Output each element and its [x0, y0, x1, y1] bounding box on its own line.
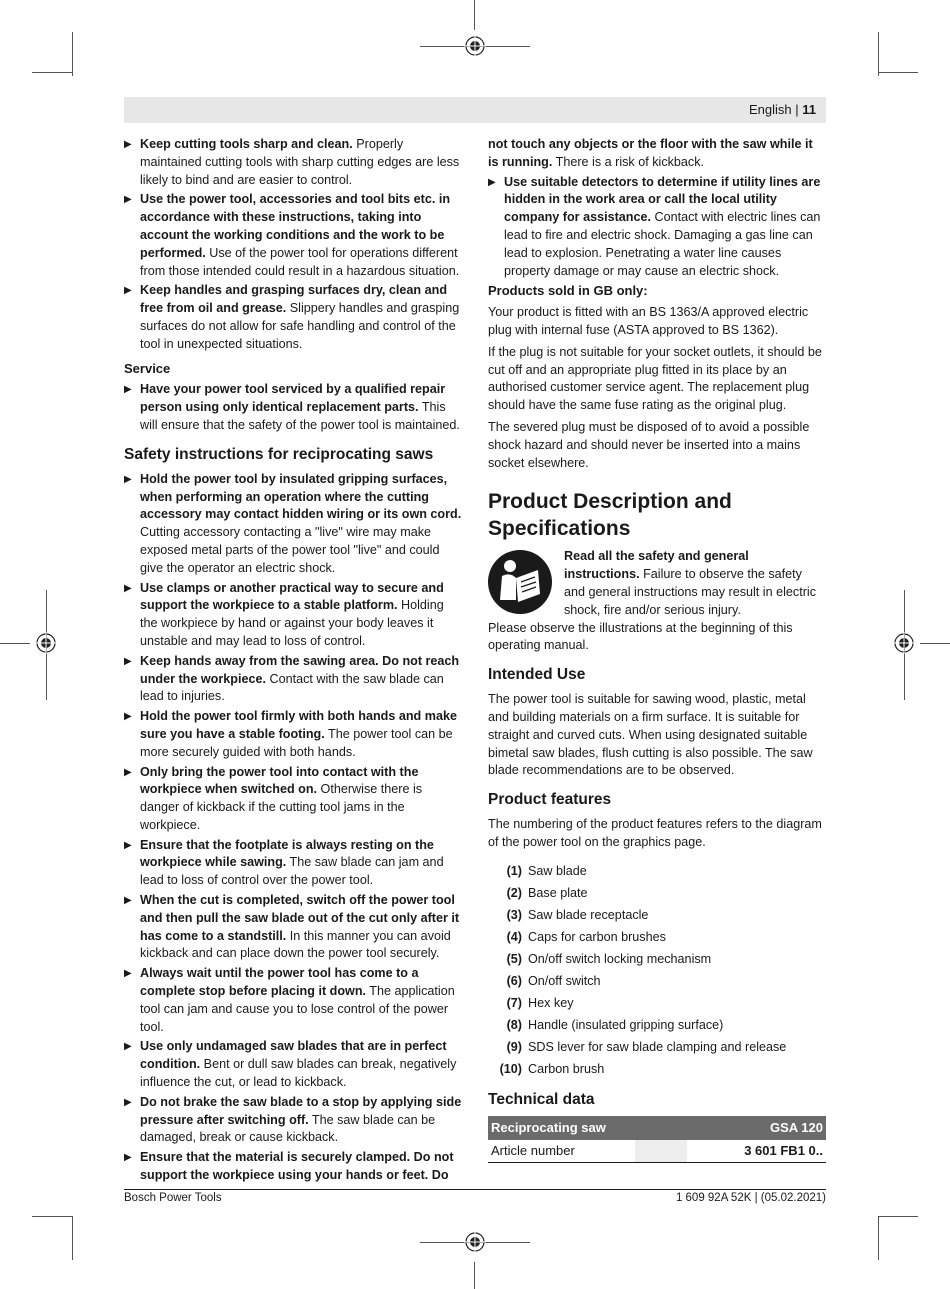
page-header [124, 97, 826, 123]
crop-mark [32, 72, 72, 73]
saw-safety-list [124, 471, 464, 1185]
instruction-text: The saw blade can be damaged, break or cause kickback. [140, 1112, 436, 1145]
gb-paragraph: Your product is fitted with an BS 1363/A approved electric plug with internal fuse (ASTA approved to BS 1362). [488, 305, 809, 337]
instruction-bold: Ensure that the material is securely clamped. Do not support the workpiece using your hands or feet. Do [140, 1150, 454, 1183]
crop-mark [878, 32, 879, 76]
registration-mark-icon [893, 632, 915, 654]
registration-mark-icon [35, 632, 57, 654]
instruction-bold: Always wait until the power tool has come to a complete stop before placing it down. [140, 966, 419, 999]
instruction-item [124, 580, 464, 651]
intended-use-heading: Intended Use [488, 666, 586, 684]
instruction-bold: Use clamps or another practical way to secure and support the workpiece to a stable platform. [140, 580, 444, 613]
footer-document-code: 1 609 92A 52K | (05.02.2021) [675, 1192, 826, 1204]
service-heading: Service [124, 360, 171, 376]
instruction-item [124, 708, 464, 761]
gb-paragraph: If the plug is not suitable for your socket outlets, it should be cut off and an appropriate plug fitted in its place by an authorised customer service agent. The replacement plug should have the same fuse rating as the original plug. [488, 344, 822, 413]
table-spacer-cell [635, 1140, 687, 1163]
list-item [488, 860, 826, 882]
feature-label: Caps for carbon brushes [528, 929, 666, 944]
crop-mark [878, 1216, 918, 1217]
page-number: 11 [802, 102, 816, 117]
list-item [488, 1036, 826, 1058]
instruction-bold: Hold the power tool firmly with both hands and make sure you have a stable footing. [140, 709, 457, 741]
gb-paragraph: The severed plug must be disposed of to avoid a possible shock hazard and should never be inserted into a mains socket elsewhere. [488, 419, 810, 470]
feature-number: (9) [506, 1039, 522, 1054]
warning-text: Failure to observe the safety and general instructions may result in electric shock, fire and/or serious injury. [564, 567, 816, 617]
instruction-bold: When the cut is completed, switch off the power tool and then pull the saw blade out of the cut only after it has come to a standstill. [140, 893, 460, 943]
right-column [488, 136, 826, 1163]
header-language: English [749, 102, 792, 117]
crop-mark [878, 72, 918, 73]
feature-number: (3) [506, 907, 522, 922]
table-header-row [488, 1116, 826, 1140]
instruction-text: This will ensure that the safety of the power tool is maintained. [140, 400, 460, 432]
table-header-label: Reciprocating saw [488, 1116, 687, 1140]
feature-label: SDS lever for saw blade clamping and release [528, 1039, 787, 1054]
list-item [488, 1058, 826, 1080]
read-instructions-warning [488, 548, 826, 619]
detector-bold: Use suitable detectors to determine if utility lines are hidden in the work area or call the local utility company for assistance. [504, 174, 821, 225]
registration-mark-icon [464, 35, 486, 57]
table-row-label: Article number [488, 1140, 635, 1163]
crop-mark [920, 643, 950, 644]
gb-heading: Products sold in GB only: [488, 283, 648, 299]
instruction-text: The power tool can be more securely guided with both hands. [140, 726, 453, 759]
crop-mark [474, 0, 475, 30]
instruction-item [124, 282, 464, 353]
crop-mark [474, 1262, 475, 1289]
feature-label: Saw blade [528, 863, 587, 878]
technical-data-table [488, 1116, 826, 1163]
instruction-item [124, 1149, 464, 1185]
warning-bold: Read all the safety and general instructions. [564, 549, 749, 582]
feature-number: (10) [499, 1061, 522, 1076]
feature-number: (2) [506, 885, 522, 900]
feature-label: Hex key [528, 995, 574, 1010]
instruction-text: Holding the workpiece by hand or against your body leaves it unstable and may lead to loss of control. [140, 598, 444, 648]
feature-number: (5) [506, 951, 522, 966]
product-features-intro: The numbering of the product features refers to the diagram of the power tool on the graphics page. [488, 817, 822, 849]
instruction-bold: Keep handles and grasping surfaces dry, clean and free from oil and grease. [140, 283, 448, 316]
list-item [488, 904, 826, 926]
feature-label: On/off switch [528, 973, 601, 988]
feature-number: (4) [506, 929, 522, 944]
instruction-text: In this manner you can avoid kickback and can place down the power tool securely. [140, 928, 451, 961]
instruction-text: Cutting accessory contacting a "live" wire may make exposed metal parts of the power tool "live" and could give the operator an electric shock. [140, 525, 440, 575]
instruction-item [124, 892, 464, 963]
instruction-item [124, 381, 464, 434]
instruction-item [124, 136, 464, 189]
instruction-bold: Use only undamaged saw blades that are in perfect condition. [140, 1039, 447, 1072]
continued-text: There is a risk of kickback. [552, 154, 705, 169]
feature-label: Base plate [528, 885, 588, 900]
crop-mark [72, 32, 73, 76]
instruction-item [124, 837, 464, 890]
intended-use-text: The power tool is suitable for sawing wood, plastic, metal and building materials on a firm surface. It is suitable for straight and curved cuts. When using designated suitable bimetal saw blades, flush cutting is also possible. The saw blade recommendations are to be observed. [488, 692, 813, 778]
feature-label: On/off switch locking mechanism [528, 951, 712, 966]
table-row [488, 1140, 826, 1163]
table-row-value: 3 601 FB1 0.. [687, 1140, 826, 1163]
instruction-bold: Ensure that the footplate is always resting on the workpiece while sawing. [140, 837, 434, 870]
registration-mark-icon [464, 1231, 486, 1253]
instruction-item [124, 764, 464, 835]
instruction-text: The application tool can jam and cause you to lose control of the power tool. [140, 984, 455, 1034]
feature-label: Handle (insulated gripping surface) [528, 1017, 724, 1032]
footer-brand: Bosch Power Tools [124, 1192, 222, 1204]
instruction-bold: Have your power tool serviced by a qualified repair person using only identical replacement parts. [140, 382, 446, 415]
instruction-bold: Do not brake the saw blade to a stop by applying side pressure after switching off. [140, 1094, 462, 1127]
technical-data-heading: Technical data [488, 1090, 595, 1108]
instruction-text: Contact with the saw blade can lead to injuries. [140, 671, 444, 704]
list-item [488, 882, 826, 904]
list-item [488, 970, 826, 992]
instruction-text: Bent or dull saw blades can break, negatively influence the cut, or lead to kickback. [140, 1057, 457, 1090]
list-item [488, 926, 826, 948]
read-manual-icon [488, 550, 552, 614]
detector-instruction [488, 174, 826, 281]
instruction-item [124, 965, 464, 1036]
instruction-item [124, 191, 464, 280]
footer-divider [124, 1189, 826, 1190]
product-features-heading: Product features [488, 791, 612, 809]
feature-number: (1) [506, 863, 522, 878]
crop-mark [878, 1216, 879, 1260]
feature-number: (8) [506, 1017, 522, 1032]
instruction-text: Otherwise there is danger of kickback if the cutting tool jams in the workpiece. [140, 782, 423, 832]
left-column [124, 136, 464, 1187]
list-item [488, 1014, 826, 1036]
detector-text: Contact with electric lines can lead to fire and electric shock. Damaging a gas line can lead to explosion. Penetrating a water line causes property damage or may cause an electric shock. [504, 210, 821, 278]
product-description-heading: Product Description and Specifications [488, 490, 732, 541]
illustrations-note: Please observe the illustrations at the beginning of this operating manual. [488, 620, 793, 653]
instruction-bold: Only bring the power tool into contact with the workpiece when switched on. [140, 764, 419, 797]
general-safety-list [124, 136, 464, 354]
crop-mark [0, 643, 30, 644]
instruction-bold: Hold the power tool by insulated gripping surfaces, when performing an operation where the cutting accessory may contact hidden wiring or its own cord. [140, 471, 462, 522]
crop-mark [32, 1216, 72, 1217]
feature-label: Saw blade receptacle [528, 907, 649, 922]
instruction-bold: Keep cutting tools sharp and clean. [140, 137, 353, 151]
instruction-text: The saw blade can jam and lead to loss of control over the power tool. [140, 855, 444, 888]
instruction-item [124, 1094, 464, 1147]
product-features-list [488, 860, 826, 1080]
service-list [124, 381, 464, 434]
instruction-item [124, 1038, 464, 1091]
crop-mark [72, 1216, 73, 1260]
continued-instruction [488, 136, 826, 172]
continued-bold: not touch any objects or the floor with the saw while it is running. [488, 137, 813, 169]
instruction-item [124, 471, 464, 578]
instruction-bold: Keep hands away from the sawing area. Do not reach under the workpiece. [140, 653, 460, 686]
instruction-bold: Use the power tool, accessories and tool bits etc. in accordance with these instructions, taking into account the working conditions and the work to be performed. [140, 192, 451, 260]
instruction-text: Slippery handles and grasping surfaces do not allow for safe handling and control of the tool in unexpected situations. [140, 301, 460, 351]
list-item [488, 948, 826, 970]
feature-label: Carbon brush [528, 1061, 605, 1076]
instruction-text: Use of the power tool for operations different from those intended could result in a hazardous situation. [140, 245, 460, 278]
header-label: English | 11 [749, 102, 816, 117]
feature-number: (7) [506, 995, 522, 1010]
saw-safety-heading: Safety instructions for reciprocating saws [124, 445, 434, 463]
feature-number: (6) [506, 973, 522, 988]
instruction-text: Properly maintained cutting tools with sharp cutting edges are less likely to bind and are easier to control. [140, 137, 460, 187]
table-header-model: GSA 120 [687, 1116, 826, 1140]
instruction-item [124, 653, 464, 706]
list-item [488, 992, 826, 1014]
